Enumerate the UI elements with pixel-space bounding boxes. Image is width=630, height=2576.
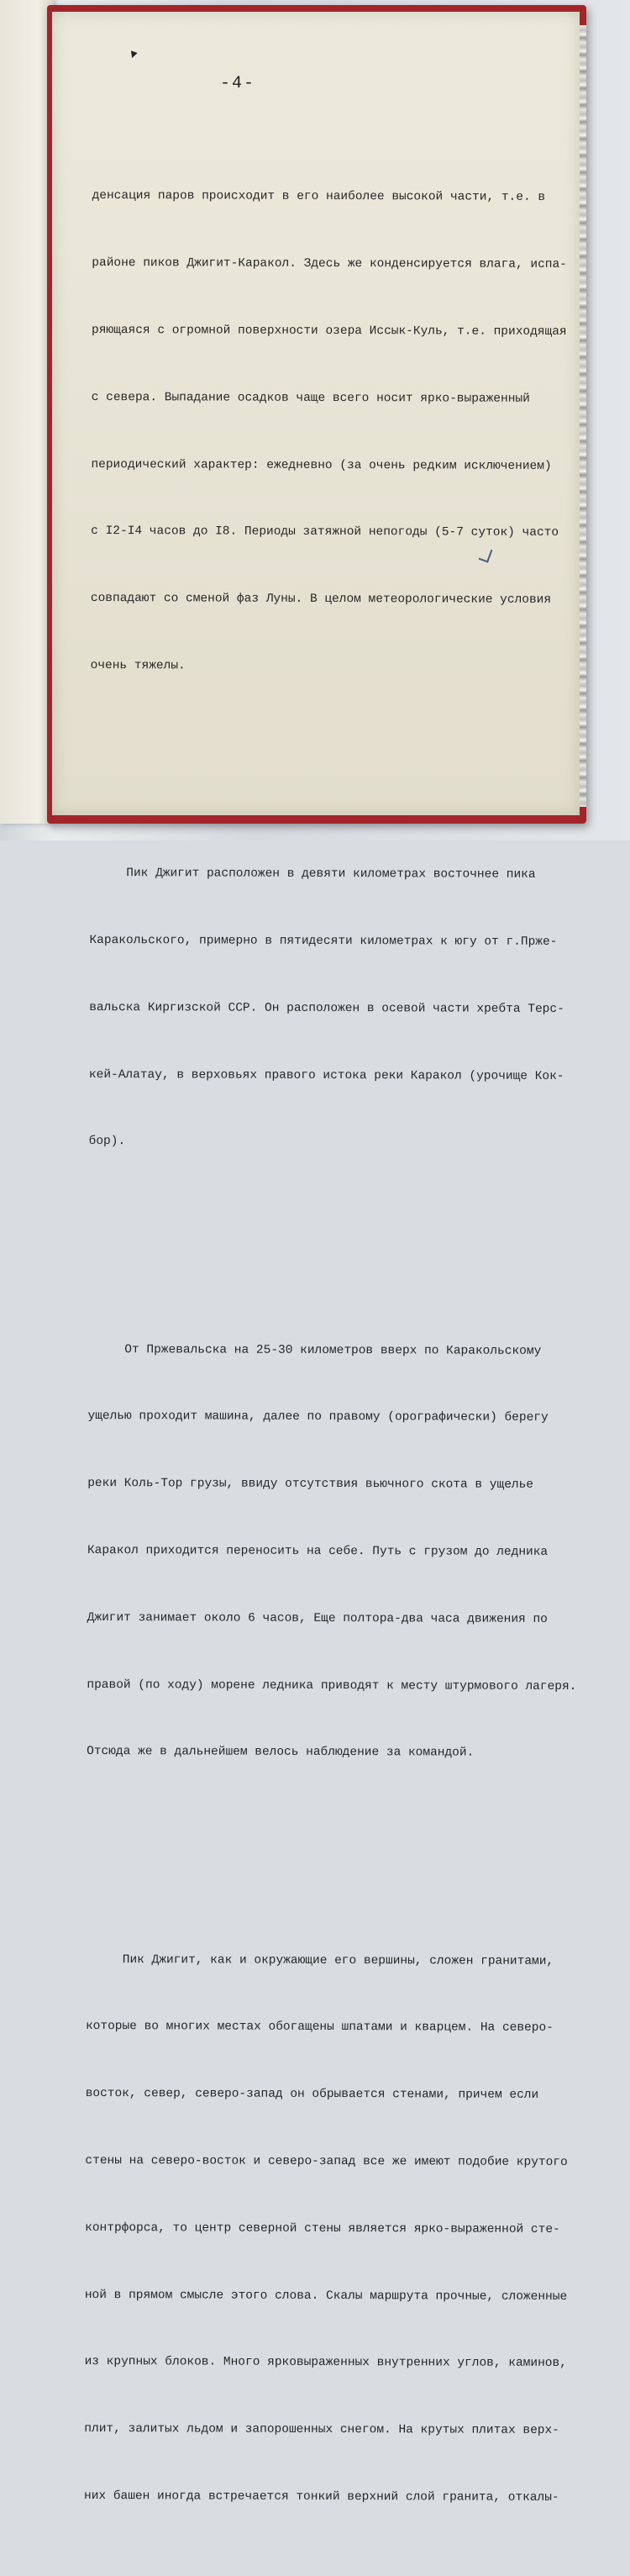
text-line: плит, залитых льдом и запорошенных снегом. На крутых плитах верх- bbox=[84, 2422, 559, 2438]
text-line: с севера. Выпадание осадков чаще всего носит ярко-выраженный bbox=[91, 390, 530, 406]
text-line: Каракол приходится переносить на себе. Путь с грузом до ледника bbox=[87, 1543, 549, 1559]
text-line: ной в прямом смысле этого слова. Скалы маршрута прочные, сложенные bbox=[84, 2288, 568, 2304]
text-line: очень тяжелы. bbox=[90, 658, 186, 673]
text-line: бор). bbox=[88, 1135, 126, 1149]
paragraph bbox=[88, 818, 577, 1199]
text-line: реки Коль-Тор грузы, ввиду отсутствия вьючного скота в ущелье bbox=[87, 1477, 534, 1493]
page-number: -4- bbox=[220, 74, 256, 93]
body-text bbox=[84, 96, 580, 2576]
paragraph-gap bbox=[88, 1242, 575, 1251]
text-line: с I2-I4 часов до I8. Периоды затяжной непогоды (5-7 суток) часто bbox=[91, 524, 559, 540]
paragraph-gap bbox=[90, 766, 577, 775]
paragraph-gap bbox=[87, 1852, 574, 1861]
paragraph bbox=[87, 1293, 575, 1810]
pen-mark-icon: ▼ bbox=[127, 48, 139, 63]
text-line: районе пиков Джигит-Каракол. Здесь же конденсируется влага, испа- bbox=[92, 256, 567, 272]
paragraph bbox=[84, 1904, 574, 2553]
text-line: них башен иногда встречается тонкий верхний слой гранита, откалы- bbox=[84, 2489, 559, 2505]
text-line: периодический характер: ежедневно (за очень редким исключением) bbox=[91, 457, 552, 473]
text-line: совпадают со сменой фаз Луны. В целом метеорологические условия bbox=[90, 592, 552, 607]
text-line: Отсюда же в дальнейшем велось наблюдение за командой. bbox=[87, 1745, 475, 1760]
text-line: кей-Алатау, в верховьях правого истока реки Каракол (урочище Кок- bbox=[88, 1067, 564, 1083]
text-line: вальска Киргизской ССР. Он расположен в осевой части хребта Терс- bbox=[89, 1000, 564, 1016]
text-line: денсация паров происходит в его наиболее высокой части, т.е. в bbox=[92, 189, 546, 205]
text-line: Каракольского, примерно в пятидесяти километрах к югу от г.Прже- bbox=[89, 933, 558, 949]
text-line: правой (по ходу) морене ледника приводят к месту штурмового лагеря. bbox=[87, 1678, 577, 1694]
text-line: стены на северо-восток и северо-запад все же имеют подобие крутого bbox=[85, 2154, 568, 2170]
paragraph bbox=[90, 140, 579, 723]
text-line: От Пржевальска на 25-30 километров вверх по Каракольскому bbox=[87, 1342, 542, 1358]
text-line: Пик Джигит, как и окружающие его вершины, сложен гранитами, bbox=[86, 1952, 554, 1968]
text-line: Пик Джигит расположен в девяти километрах восточнее пика bbox=[89, 867, 536, 882]
text-line: которые во многих местах обогащены шпатами и кварцем. На северо- bbox=[85, 2020, 554, 2036]
text-line: контрфорса, то центр северной стены является ярко-выраженной сте- bbox=[85, 2220, 560, 2236]
text-line: из крупных блоков. Много ярковыраженных внутренних углов, каминов, bbox=[84, 2355, 567, 2371]
text-line: восток, север, северо-запад он обрывается стенами, причем если bbox=[85, 2087, 539, 2103]
text-line: ущелью проходит машина, далее по правому (орографически) берегу bbox=[87, 1409, 549, 1425]
facing-page-edge bbox=[0, 0, 54, 824]
text-line: ряющаяся с огромной поверхности озера Иссык-Куль, т.е. приходящая bbox=[91, 323, 567, 339]
text-line: Джигит занимает около 6 часов, Еще полтора-два часа движения по bbox=[87, 1610, 548, 1626]
